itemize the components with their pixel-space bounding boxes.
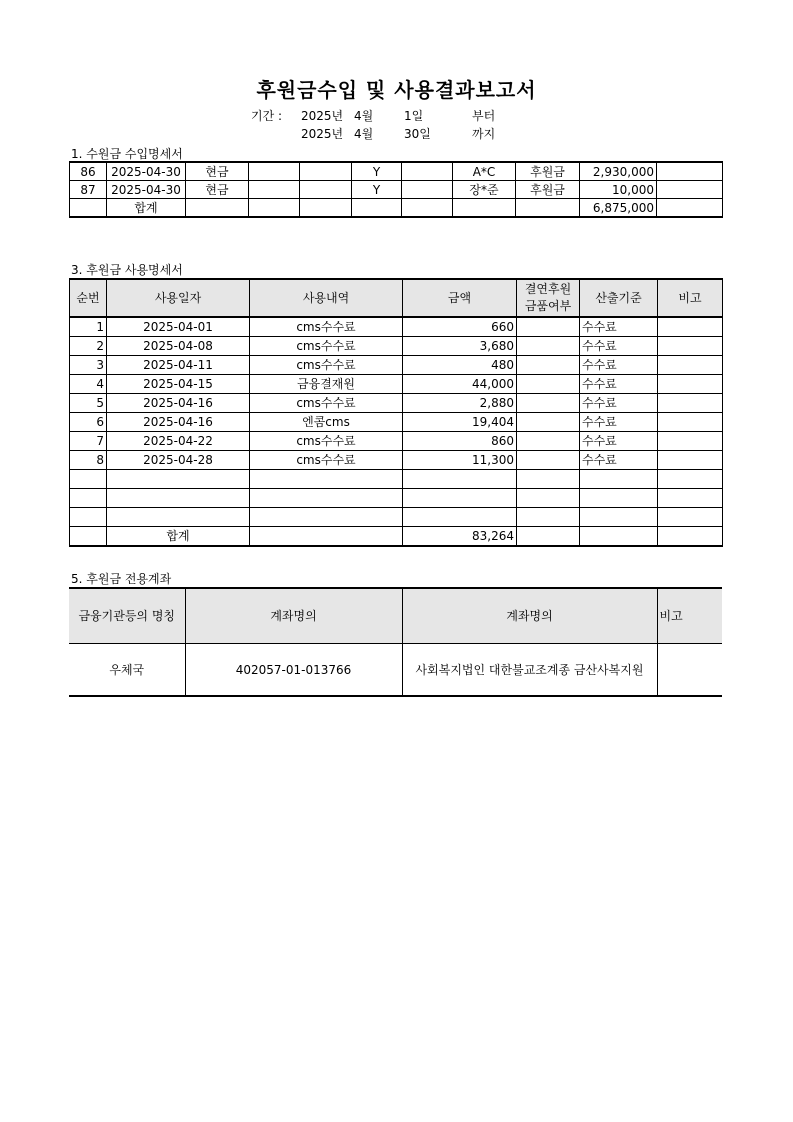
income-note bbox=[657, 181, 723, 199]
usage-amount bbox=[403, 470, 517, 489]
empty-cell bbox=[70, 527, 107, 547]
usage-basis: 수수료 bbox=[580, 451, 658, 470]
usage-note bbox=[658, 375, 723, 394]
usage-desc bbox=[250, 470, 403, 489]
usage-amount: 3,680 bbox=[403, 337, 517, 356]
usage-note bbox=[658, 356, 723, 375]
usage-section-title: 3. 후원금 사용명세서 bbox=[71, 263, 183, 277]
usage-no: 1 bbox=[70, 317, 107, 337]
usage-linked bbox=[517, 508, 580, 527]
usage-amount: 2,880 bbox=[403, 394, 517, 413]
usage-desc bbox=[250, 508, 403, 527]
usage-desc: cms수수료 bbox=[250, 394, 403, 413]
account-section-title: 5. 후원금 전용계좌 bbox=[71, 572, 172, 586]
usage-basis bbox=[580, 489, 658, 508]
usage-linked bbox=[517, 317, 580, 337]
account-bank: 우체국 bbox=[69, 644, 185, 697]
income-date: 2025-04-30 bbox=[107, 162, 186, 181]
table-row bbox=[70, 317, 723, 337]
account-table bbox=[69, 587, 722, 697]
table-row bbox=[70, 489, 723, 508]
income-cell bbox=[402, 181, 453, 199]
usage-date: 2025-04-16 bbox=[107, 394, 250, 413]
account-number: 402057-01-013766 bbox=[185, 644, 402, 697]
table-row bbox=[70, 508, 723, 527]
usage-desc: cms수수료 bbox=[250, 317, 403, 337]
account-header-row bbox=[69, 588, 722, 644]
usage-linked bbox=[517, 337, 580, 356]
usage-no: 2 bbox=[70, 337, 107, 356]
income-type: 현금 bbox=[186, 181, 249, 199]
usage-header-linked: 결연후원 금품여부 bbox=[517, 279, 580, 317]
usage-note bbox=[658, 413, 723, 432]
account-holder: 사회복지법인 대한불교조계종 금산사복지원 bbox=[402, 644, 657, 697]
account-header-note: 비고 bbox=[657, 588, 722, 644]
empty-cell bbox=[186, 199, 249, 218]
usage-desc: cms수수료 bbox=[250, 451, 403, 470]
income-kind: 후원금 bbox=[516, 162, 580, 181]
income-total-row bbox=[70, 199, 723, 218]
usage-amount: 44,000 bbox=[403, 375, 517, 394]
income-no: 86 bbox=[70, 162, 107, 181]
report-title: 후원금수입 및 사용결과보고서 bbox=[256, 78, 537, 102]
empty-cell bbox=[516, 199, 580, 218]
usage-no bbox=[70, 470, 107, 489]
usage-desc: 엔콤cms bbox=[250, 413, 403, 432]
usage-amount: 19,404 bbox=[403, 413, 517, 432]
usage-desc: cms수수료 bbox=[250, 337, 403, 356]
usage-basis: 수수료 bbox=[580, 337, 658, 356]
usage-no bbox=[70, 489, 107, 508]
usage-no: 5 bbox=[70, 394, 107, 413]
period-from-year: 2025년 bbox=[301, 109, 344, 123]
income-cell bbox=[249, 162, 300, 181]
period-from-month: 4월 bbox=[354, 109, 374, 123]
usage-note bbox=[658, 394, 723, 413]
income-type: 현금 bbox=[186, 162, 249, 181]
income-amount: 2,930,000 bbox=[580, 162, 657, 181]
account-header-bank: 금융기관등의 명칭 bbox=[69, 588, 185, 644]
table-row bbox=[70, 375, 723, 394]
usage-amount bbox=[403, 489, 517, 508]
usage-linked bbox=[517, 356, 580, 375]
usage-date bbox=[107, 508, 250, 527]
usage-desc: cms수수료 bbox=[250, 356, 403, 375]
usage-basis: 수수료 bbox=[580, 413, 658, 432]
usage-total: 83,264 bbox=[403, 527, 517, 547]
usage-no: 8 bbox=[70, 451, 107, 470]
table-row bbox=[70, 337, 723, 356]
account-note bbox=[657, 644, 722, 697]
income-cell bbox=[402, 162, 453, 181]
usage-header-date: 사용일자 bbox=[107, 279, 250, 317]
period-to-suffix: 까지 bbox=[472, 127, 496, 141]
usage-total-row bbox=[70, 527, 723, 547]
usage-date: 2025-04-08 bbox=[107, 337, 250, 356]
usage-date: 2025-04-15 bbox=[107, 375, 250, 394]
income-cell bbox=[300, 162, 352, 181]
usage-desc: 금융결재원 bbox=[250, 375, 403, 394]
income-flag: Y bbox=[352, 162, 402, 181]
usage-no: 3 bbox=[70, 356, 107, 375]
income-cell bbox=[300, 181, 352, 199]
usage-desc bbox=[250, 489, 403, 508]
usage-linked bbox=[517, 451, 580, 470]
empty-cell bbox=[402, 199, 453, 218]
usage-table bbox=[69, 278, 723, 547]
usage-date bbox=[107, 470, 250, 489]
income-section-title: 1. 수원금 수입명세서 bbox=[71, 147, 183, 161]
usage-date: 2025-04-22 bbox=[107, 432, 250, 451]
income-no: 87 bbox=[70, 181, 107, 199]
usage-basis: 수수료 bbox=[580, 375, 658, 394]
table-row bbox=[70, 432, 723, 451]
usage-amount: 11,300 bbox=[403, 451, 517, 470]
income-donor: A*C bbox=[453, 162, 516, 181]
empty-cell bbox=[658, 527, 723, 547]
account-header-number: 계좌명의 bbox=[185, 588, 402, 644]
usage-linked bbox=[517, 413, 580, 432]
income-donor: 장*준 bbox=[453, 181, 516, 199]
table-row bbox=[70, 470, 723, 489]
usage-no: 7 bbox=[70, 432, 107, 451]
usage-basis bbox=[580, 470, 658, 489]
empty-cell bbox=[249, 199, 300, 218]
usage-header-basis: 산출기준 bbox=[580, 279, 658, 317]
income-note bbox=[657, 162, 723, 181]
table-row bbox=[70, 451, 723, 470]
usage-note bbox=[658, 317, 723, 337]
usage-note bbox=[658, 451, 723, 470]
usage-header-amount: 금액 bbox=[403, 279, 517, 317]
usage-amount: 860 bbox=[403, 432, 517, 451]
income-total: 6,875,000 bbox=[580, 199, 657, 218]
usage-header-desc: 사용내역 bbox=[250, 279, 403, 317]
usage-linked bbox=[517, 432, 580, 451]
table-row bbox=[70, 162, 723, 181]
usage-linked bbox=[517, 375, 580, 394]
usage-basis: 수수료 bbox=[580, 394, 658, 413]
table-row bbox=[70, 394, 723, 413]
period-label: 기간 : bbox=[251, 109, 283, 123]
usage-basis: 수수료 bbox=[580, 356, 658, 375]
empty-cell bbox=[250, 527, 403, 547]
usage-amount: 660 bbox=[403, 317, 517, 337]
usage-basis: 수수료 bbox=[580, 317, 658, 337]
usage-date: 2025-04-28 bbox=[107, 451, 250, 470]
empty-cell bbox=[517, 527, 580, 547]
empty-cell bbox=[657, 199, 723, 218]
usage-linked bbox=[517, 394, 580, 413]
period-to-day: 30일 bbox=[404, 127, 431, 141]
empty-cell bbox=[453, 199, 516, 218]
usage-header-note: 비고 bbox=[658, 279, 723, 317]
table-row bbox=[69, 644, 722, 697]
usage-note bbox=[658, 508, 723, 527]
income-amount: 10,000 bbox=[580, 181, 657, 199]
income-kind: 후원금 bbox=[516, 181, 580, 199]
usage-basis: 수수료 bbox=[580, 432, 658, 451]
table-row bbox=[70, 356, 723, 375]
table-row bbox=[70, 181, 723, 199]
income-flag: Y bbox=[352, 181, 402, 199]
usage-header-no: 순번 bbox=[70, 279, 107, 317]
period-to-month: 4월 bbox=[354, 127, 374, 141]
empty-cell bbox=[70, 199, 107, 218]
usage-note bbox=[658, 489, 723, 508]
usage-total-label: 합계 bbox=[107, 527, 250, 547]
usage-linked bbox=[517, 489, 580, 508]
period-from-suffix: 부터 bbox=[472, 109, 496, 123]
usage-header-row bbox=[70, 279, 723, 317]
income-table bbox=[69, 161, 723, 218]
income-cell bbox=[249, 181, 300, 199]
usage-no: 4 bbox=[70, 375, 107, 394]
usage-date: 2025-04-16 bbox=[107, 413, 250, 432]
usage-date bbox=[107, 489, 250, 508]
usage-note bbox=[658, 337, 723, 356]
usage-basis bbox=[580, 508, 658, 527]
usage-date: 2025-04-11 bbox=[107, 356, 250, 375]
usage-amount bbox=[403, 508, 517, 527]
empty-cell bbox=[352, 199, 402, 218]
usage-linked bbox=[517, 470, 580, 489]
usage-note bbox=[658, 432, 723, 451]
empty-cell bbox=[580, 527, 658, 547]
income-date: 2025-04-30 bbox=[107, 181, 186, 199]
usage-no: 6 bbox=[70, 413, 107, 432]
usage-amount: 480 bbox=[403, 356, 517, 375]
empty-cell bbox=[300, 199, 352, 218]
period-to-year: 2025년 bbox=[301, 127, 344, 141]
usage-desc: cms수수료 bbox=[250, 432, 403, 451]
account-header-holder: 계좌명의 bbox=[402, 588, 657, 644]
period-from-day: 1일 bbox=[404, 109, 424, 123]
table-row bbox=[70, 413, 723, 432]
usage-no bbox=[70, 508, 107, 527]
usage-date: 2025-04-01 bbox=[107, 317, 250, 337]
usage-note bbox=[658, 470, 723, 489]
income-total-label: 합계 bbox=[107, 199, 186, 218]
